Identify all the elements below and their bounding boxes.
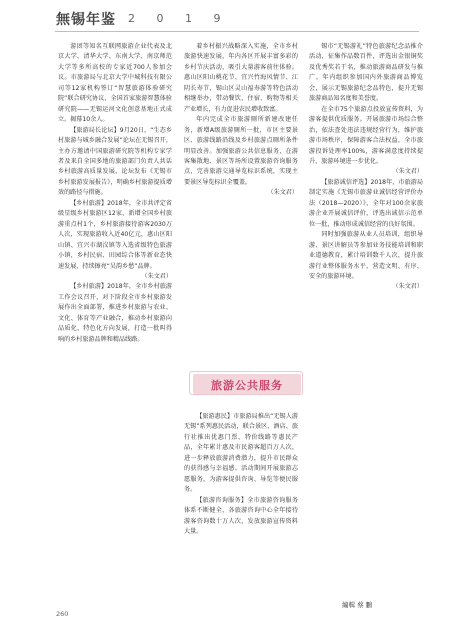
section-banner: [193, 374, 301, 394]
section-title: 旅游公共服务: [211, 379, 283, 392]
paragraph: 【旅游局长论坛】9月20日，“生态乡村旅游与城乡融合发展”论坛在无锡召开，主办方邀请中国旅游研究院等机构专家学者及来自全国多地的旅游部门负责人共话乡村旅游高质量发展，论坛发布《无锡市乡村旅游发展报告》，明确乡村旅游提质增效的路径与措施。: [58, 126, 172, 197]
paragraph: 【旅游咨询服务】全市旅游咨询服务体系不断健全，各旅游咨询中心全年接待游客咨询数十万人次，发放旅游宣传资料大量。: [184, 496, 298, 535]
column-3: [309, 42, 423, 595]
paragraph: 年内完成全市旅游厕所新建改建任务，新增A级旅游厕所一批，市区主要景区、旅游线路沿线及乡村旅游点厕所条件明显改善。加强旅游公共信息服务，在游客集散地、景区等场所设置旅游咨询服务点，完善旅游交通导览标识系统，实现主要景区导览标识全覆盖。: [184, 116, 298, 186]
column-1: [58, 42, 172, 595]
header-rule: [55, 31, 419, 32]
paragraph: 【乡村旅游】2018年，全市乡村旅游工作会议召开，对下阶段全市乡村旅游发展作出全面部署，推进乡村旅游与农业、文化、体育等产业融合，推动乡村旅游向品质化、特色化方向发展，打造一批叫得响的乡村旅游品牌和精品线路。: [58, 283, 172, 343]
yearbook-logo: 無锡年鉴: [56, 12, 116, 28]
paragraph: 【乡村旅游】2018年，全市共评定省级星级乡村旅游区12家，新增全国乡村旅游重点村1个，乡村旅游接待游客2030万人次，实现旅游收入近40亿元，惠山区阳山镇、宜兴市湖㳇镇等入选省级特色旅游小镇，乡村民宿、田园综合体等新业态快速发展，持续擦亮“吴韵乡愁”品牌。: [58, 199, 172, 270]
paragraph: 在全市75个旅游点投放宣传资料，为游客提供优质服务。开展旅游市场综合整治，依法查处违法违规经营行为，维护旅游市场秩序，保障游客合法权益，全市旅游投诉处理率100%，游客满意度持续提升，旅游环境进一步优化。: [309, 105, 423, 165]
page-number: 260: [56, 610, 69, 618]
yearbook-year: 2 0 1 9: [128, 12, 230, 25]
paragraph: 锡市“无锡游礼”特色旅游纪念品推介活动，征集作品数百件，评选出金银铜奖及优秀奖若干名，推动旅游商品研发与推广。年内组织参加国内外旅游商品博览会，展示无锡旅游纪念品特色，提升无锡旅游商品知名度和美誉度。: [309, 43, 423, 103]
paragraph: 着乡村振兴战略深入实施，全市乡村旅游快速发展，年内各区开展丰富多彩的乡村节庆活动，吸引大量游客前往体验。惠山区阳山桃花节、宜兴竹海风情节、江阴长寿节、锡山区灵山福寿游等特色活动相继举办，带动餐饮、住宿、购物等相关产业增长，有力促进农民增收致富。: [184, 43, 298, 113]
paragraph: 【旅游诚信评选】2018年，市旅游局制定实施《无锡市旅游业诚信经营评价办法（2018—2020）》，全年对100余家旅游企业开展诚信评价，评选出诚信示范单位一批，推动形成诚信经营的良好氛围。: [309, 178, 423, 228]
column-2-lower: [184, 412, 298, 597]
author-credit: （朱文君）: [267, 189, 298, 197]
author-credit: （朱文君）: [141, 272, 172, 280]
author-credit: （朱文君）: [392, 283, 423, 291]
author-credit: （朱文君）: [392, 168, 423, 176]
paragraph: 【旅游惠民】市旅游局推出“无锡人游无锡”系列惠民活动，联合景区、酒店、旅行社推出优惠门票、特价线路等惠民产品，全年累计惠及市民游客超百万人次，进一步释放旅游消费潜力，提升市民群众的获得感与幸福感。活动期间开展旅游志愿服务，为游客提供咨询、导览等便民服务。: [184, 413, 298, 494]
paragraph: 游团等知名互联网旅游企业代表及北京大学、清华大学、东南大学、南京师范大学等多所高校的专家近700人参加会议。市旅游局与北京大学中城科技有限公司等12家机构签订“智慧旅游体验研究院”联合研究协议，全国首家旅游智慧体验研究院——无锡运河文化创意基地正式成立。揭幕10余人。: [58, 43, 172, 124]
column-2: [184, 42, 298, 362]
page-header: [0, 0, 449, 34]
paragraph: 同时加强旅游从业人员培训，组织导游、景区讲解员等参加业务技能培训和职业道德教育，累计培训数千人次，提升旅游行业整体服务水平，营造文明、有序、安全的旅游环境。: [309, 231, 423, 280]
editor-credit: 編輯 蔡 鵬: [342, 601, 373, 609]
